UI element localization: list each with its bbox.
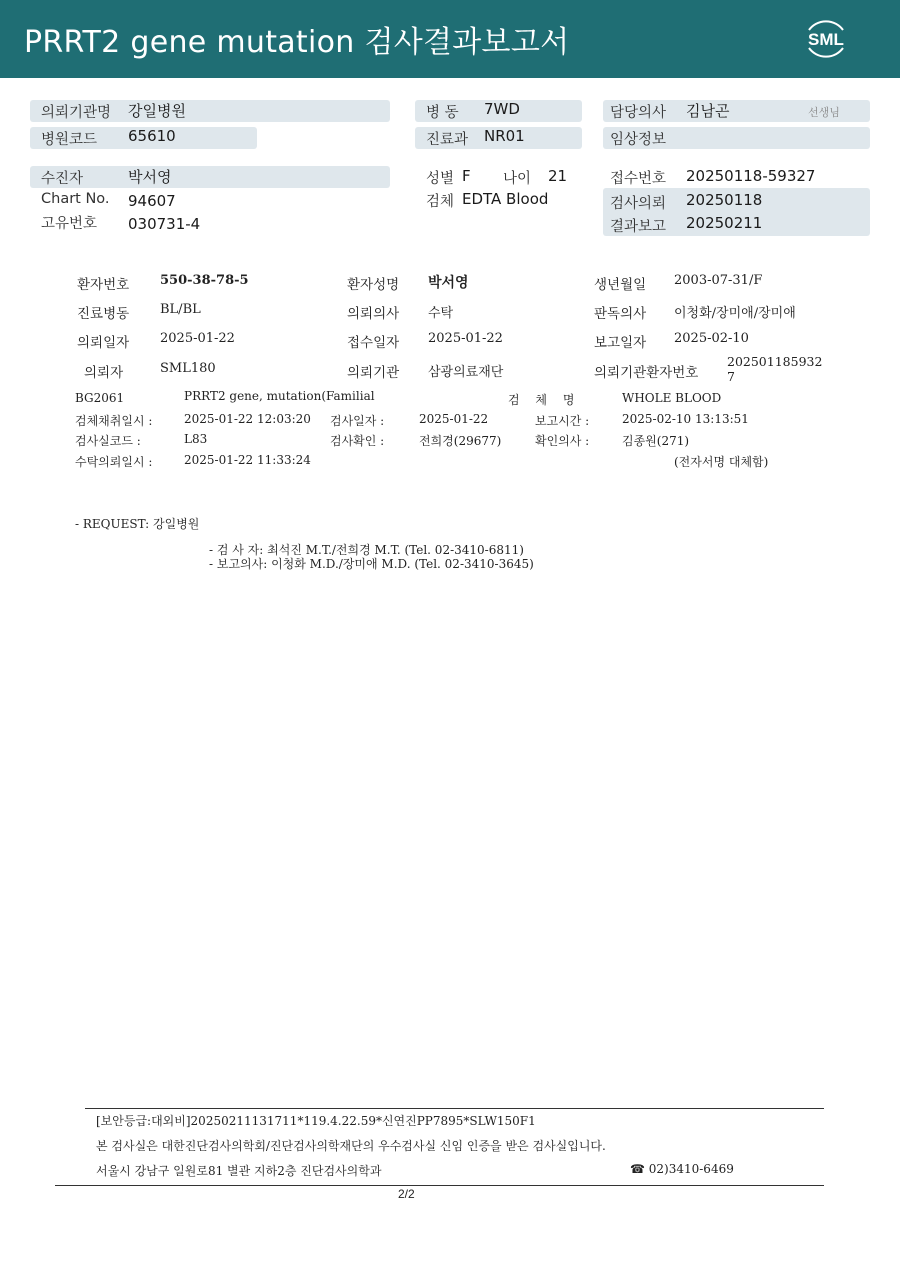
age-value: 21 <box>548 167 568 185</box>
patient-label: 수진자 <box>41 171 84 187</box>
ward-value: 7WD <box>484 100 520 118</box>
dept-label: 진료과 <box>426 132 469 148</box>
confirm-label: 검사확인 : <box>330 434 385 448</box>
testdate-value: 2025-01-22 <box>419 412 489 426</box>
instpid-value-2: 7 <box>727 369 735 384</box>
confdoc-label: 확인의사 : <box>535 434 590 448</box>
address-line: 서울시 강남구 일원로81 별관 지하2층 진단검사의학과 <box>96 1164 382 1178</box>
recdate-value: 2025-01-22 <box>428 331 503 346</box>
pname-value: 박서영 <box>428 275 469 291</box>
sex-value: F <box>462 167 471 185</box>
staff-line-2: - 보고의사: 이청화 M.D./장미애 M.D. (Tel. 02-3410-3645) <box>209 557 534 571</box>
logo-text: SML <box>808 30 844 49</box>
hospital-code-value: 65610 <box>128 127 176 145</box>
dob-value: 2003-07-31/F <box>674 273 763 288</box>
test-name: PRRT2 gene, mutation(Familial <box>184 389 375 403</box>
receipt-value: 20250118-59327 <box>686 167 816 185</box>
request-label: 검사의뢰 <box>610 196 667 212</box>
patient-pill <box>30 166 390 188</box>
repdate-label: 보고일자 <box>594 335 647 351</box>
confirm-value: 전희경(29677) <box>419 434 502 448</box>
footer-top-rule <box>85 1108 824 1109</box>
ward2-value: BL/BL <box>160 302 201 317</box>
reptime-label: 보고시간 : <box>535 414 590 428</box>
pid-label: 환자번호 <box>77 277 130 293</box>
institution-value: 강일병원 <box>128 102 186 120</box>
pid-value: 550-38-78-5 <box>160 273 249 288</box>
specimen2-value: WHOLE BLOOD <box>622 391 722 405</box>
reqinst-label: 의뢰기관 <box>347 365 400 381</box>
cert-line: 본 검사실은 대한진단검사의학회/진단검사의학재단의 우수검사실 신임 인증을 받은 검사실입니다. <box>96 1139 606 1153</box>
doctor-value: 김남곤 <box>686 102 730 120</box>
readdoc-value: 이청화/장미애/장미애 <box>674 306 796 321</box>
testdate-label: 검사일자 : <box>330 414 385 428</box>
instpid-label: 의뢰기관환자번호 <box>594 365 699 381</box>
pname-label: 환자성명 <box>347 277 400 293</box>
reqdoc-label: 의뢰의사 <box>347 306 400 322</box>
repdate-value: 2025-02-10 <box>674 331 749 346</box>
specimen-value: EDTA Blood <box>462 190 549 208</box>
header-bar <box>0 0 900 78</box>
sml-logo <box>800 13 852 65</box>
chart-value: 94607 <box>128 192 176 210</box>
reptime-value: 2025-02-10 13:13:51 <box>622 412 749 426</box>
sex-label: 성별 <box>426 171 455 187</box>
report-label: 결과보고 <box>610 219 667 235</box>
doctor-suffix: 선생님 <box>808 106 840 119</box>
footer-bottom-rule <box>55 1185 824 1186</box>
specimen-label: 검체 <box>426 194 455 210</box>
dob-label: 생년월일 <box>594 277 647 293</box>
labcode-label: 검사실코드 : <box>75 434 141 448</box>
institution-label: 의뢰기관명 <box>41 105 112 121</box>
unique-label: 고유번호 <box>41 216 98 232</box>
patient-value: 박서영 <box>128 168 172 186</box>
request-line: - REQUEST: 강일병원 <box>75 517 200 531</box>
consign-label: 수탁의뢰일시 : <box>75 455 153 469</box>
collect-label: 검체채취일시 : <box>75 414 153 428</box>
reqdate-value: 2025-01-22 <box>160 331 235 346</box>
confdoc-value: 김종원(271) <box>622 434 690 448</box>
esign-note: (전자서명 대체함) <box>674 455 769 469</box>
receipt-label: 접수번호 <box>610 171 667 187</box>
report-title: PRRT2 gene mutation 검사결과보고서 <box>24 25 570 60</box>
doctor-label: 담당의사 <box>610 105 667 121</box>
request-value: 20250118 <box>686 191 763 209</box>
reqdate-label: 의뢰일자 <box>77 335 130 351</box>
requester-value: SML180 <box>160 361 216 376</box>
ward2-label: 진료병동 <box>77 306 130 322</box>
age-label: 나이 <box>503 171 532 187</box>
reqinst-value: 삼광의료재단 <box>428 365 504 380</box>
collect-value: 2025-01-22 12:03:20 <box>184 412 311 426</box>
consign-value: 2025-01-22 11:33:24 <box>184 453 311 467</box>
labcode-value: L83 <box>184 432 208 446</box>
unique-value: 030731-4 <box>128 215 201 233</box>
clinical-label: 임상정보 <box>610 132 667 148</box>
page-number: 2/2 <box>398 1187 415 1201</box>
readdoc-label: 판독의사 <box>594 306 647 322</box>
ward-label: 병 동 <box>426 105 459 121</box>
specimen2-label: 검 체 명 <box>508 393 581 407</box>
dept-value: NR01 <box>484 127 525 145</box>
requester-label: 의뢰자 <box>84 365 124 381</box>
recdate-label: 접수일자 <box>347 335 400 351</box>
reqdoc-value: 수탁 <box>428 306 454 321</box>
staff-line-1: - 검 사 자: 최석진 M.T./전희경 M.T. (Tel. 02-3410-6811) <box>209 543 524 557</box>
instpid-value-1: 202501185932 <box>727 354 823 369</box>
chart-label: Chart No. <box>41 191 110 207</box>
phone-line: ☎ 02)3410-6469 <box>630 1162 734 1176</box>
report-value: 20250211 <box>686 214 763 232</box>
security-line: [보안등급:대외비]20250211131711*119.4.22.59*신연진PP7895*SLW150F1 <box>96 1114 536 1128</box>
test-code: BG2061 <box>75 391 125 405</box>
hospital-code-label: 병원코드 <box>41 132 98 148</box>
